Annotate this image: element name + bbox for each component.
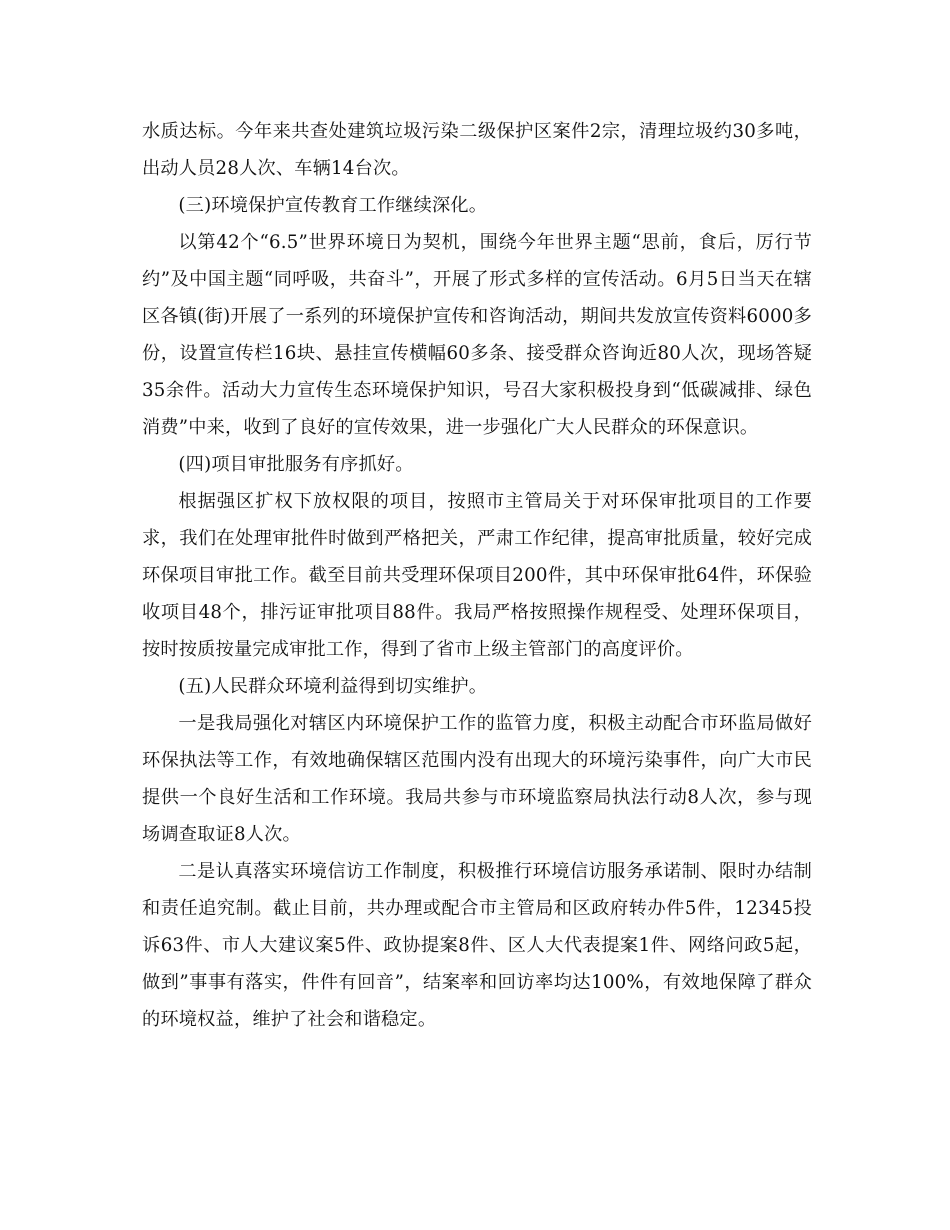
paragraph-project-approval: 根据强区扩权下放权限的项目，按照市主管局关于对环保审批项目的工作要求，我们在处理审批件时做到严格把关，严肃工作纪律，提高审批质量，较好完成环保项目审批工作。截至目前共受理环保项目200件，其中环保审批64件，环保验收项目48个，排污证审批项目88件。我局严格按照操作规程受、处理环保项目，按时按质按量完成审批工作，得到了省市上级主管部门的高度评价。 [142,491,812,660]
section-heading-5: (五)人民群众环境利益得到切实维护。 [178,676,488,697]
paragraph-petition: 二是认真落实环境信访工作制度，积极推行环境信访服务承诺制、限时办结制和责任追究制。截止目前，共办理或配合市主管局和区政府转办件5件，12345投诉63件、市人大建议案5件、政协提案8件、区人大代表提案1件、网络问政5起，做到”事事有落实，件件有回音”，结案率和回访率均达100%，有效地保障了群众的环境权益，维护了社会和谐稳定。 [142,861,812,1030]
paragraph-continuation: 水质达标。今年来共查处建筑垃圾污染二级保护区案件2宗，清理垃圾约30多吨，出动人员28人次、车辆14台次。 [142,121,812,179]
paragraph-environment-day: 以第42个“6.5”世界环境日为契机，围绕今年世界主题“思前，食后，厉行节约”及中国主题“同呼吸，共奋斗”，开展了形式多样的宣传活动。6月5日当天在辖区各镇(街)开展了一系列的环境保护宣传和咨询活动，期间共发放宣传资料6000多份，设置宣传栏16块、悬挂宣传横幅60多条、接受群众咨询近80人次，现场答疑35余件。活动大力宣传生态环境保护知识，号召大家积极投身到“低碳减排、绿色消费”中来，收到了良好的宣传效果，进一步强化广大人民群众的环保意识。 [142,232,812,438]
section-heading-4: (四)项目审批服务有序抓好。 [178,454,414,475]
section-heading-3: (三)环境保护宣传教育工作继续深化。 [178,195,488,216]
document-body [142,113,812,1038]
paragraph-supervision: 一是我局强化对辖区内环境保护工作的监管力度，积极主动配合市环监局做好环保执法等工作，有效地确保辖区范围内没有出现大的环境污染事件，向广大市民提供一个良好生活和工作环境。我局共参与市环境监察局执法行动8人次，参与现场调查取证8人次。 [142,713,812,845]
